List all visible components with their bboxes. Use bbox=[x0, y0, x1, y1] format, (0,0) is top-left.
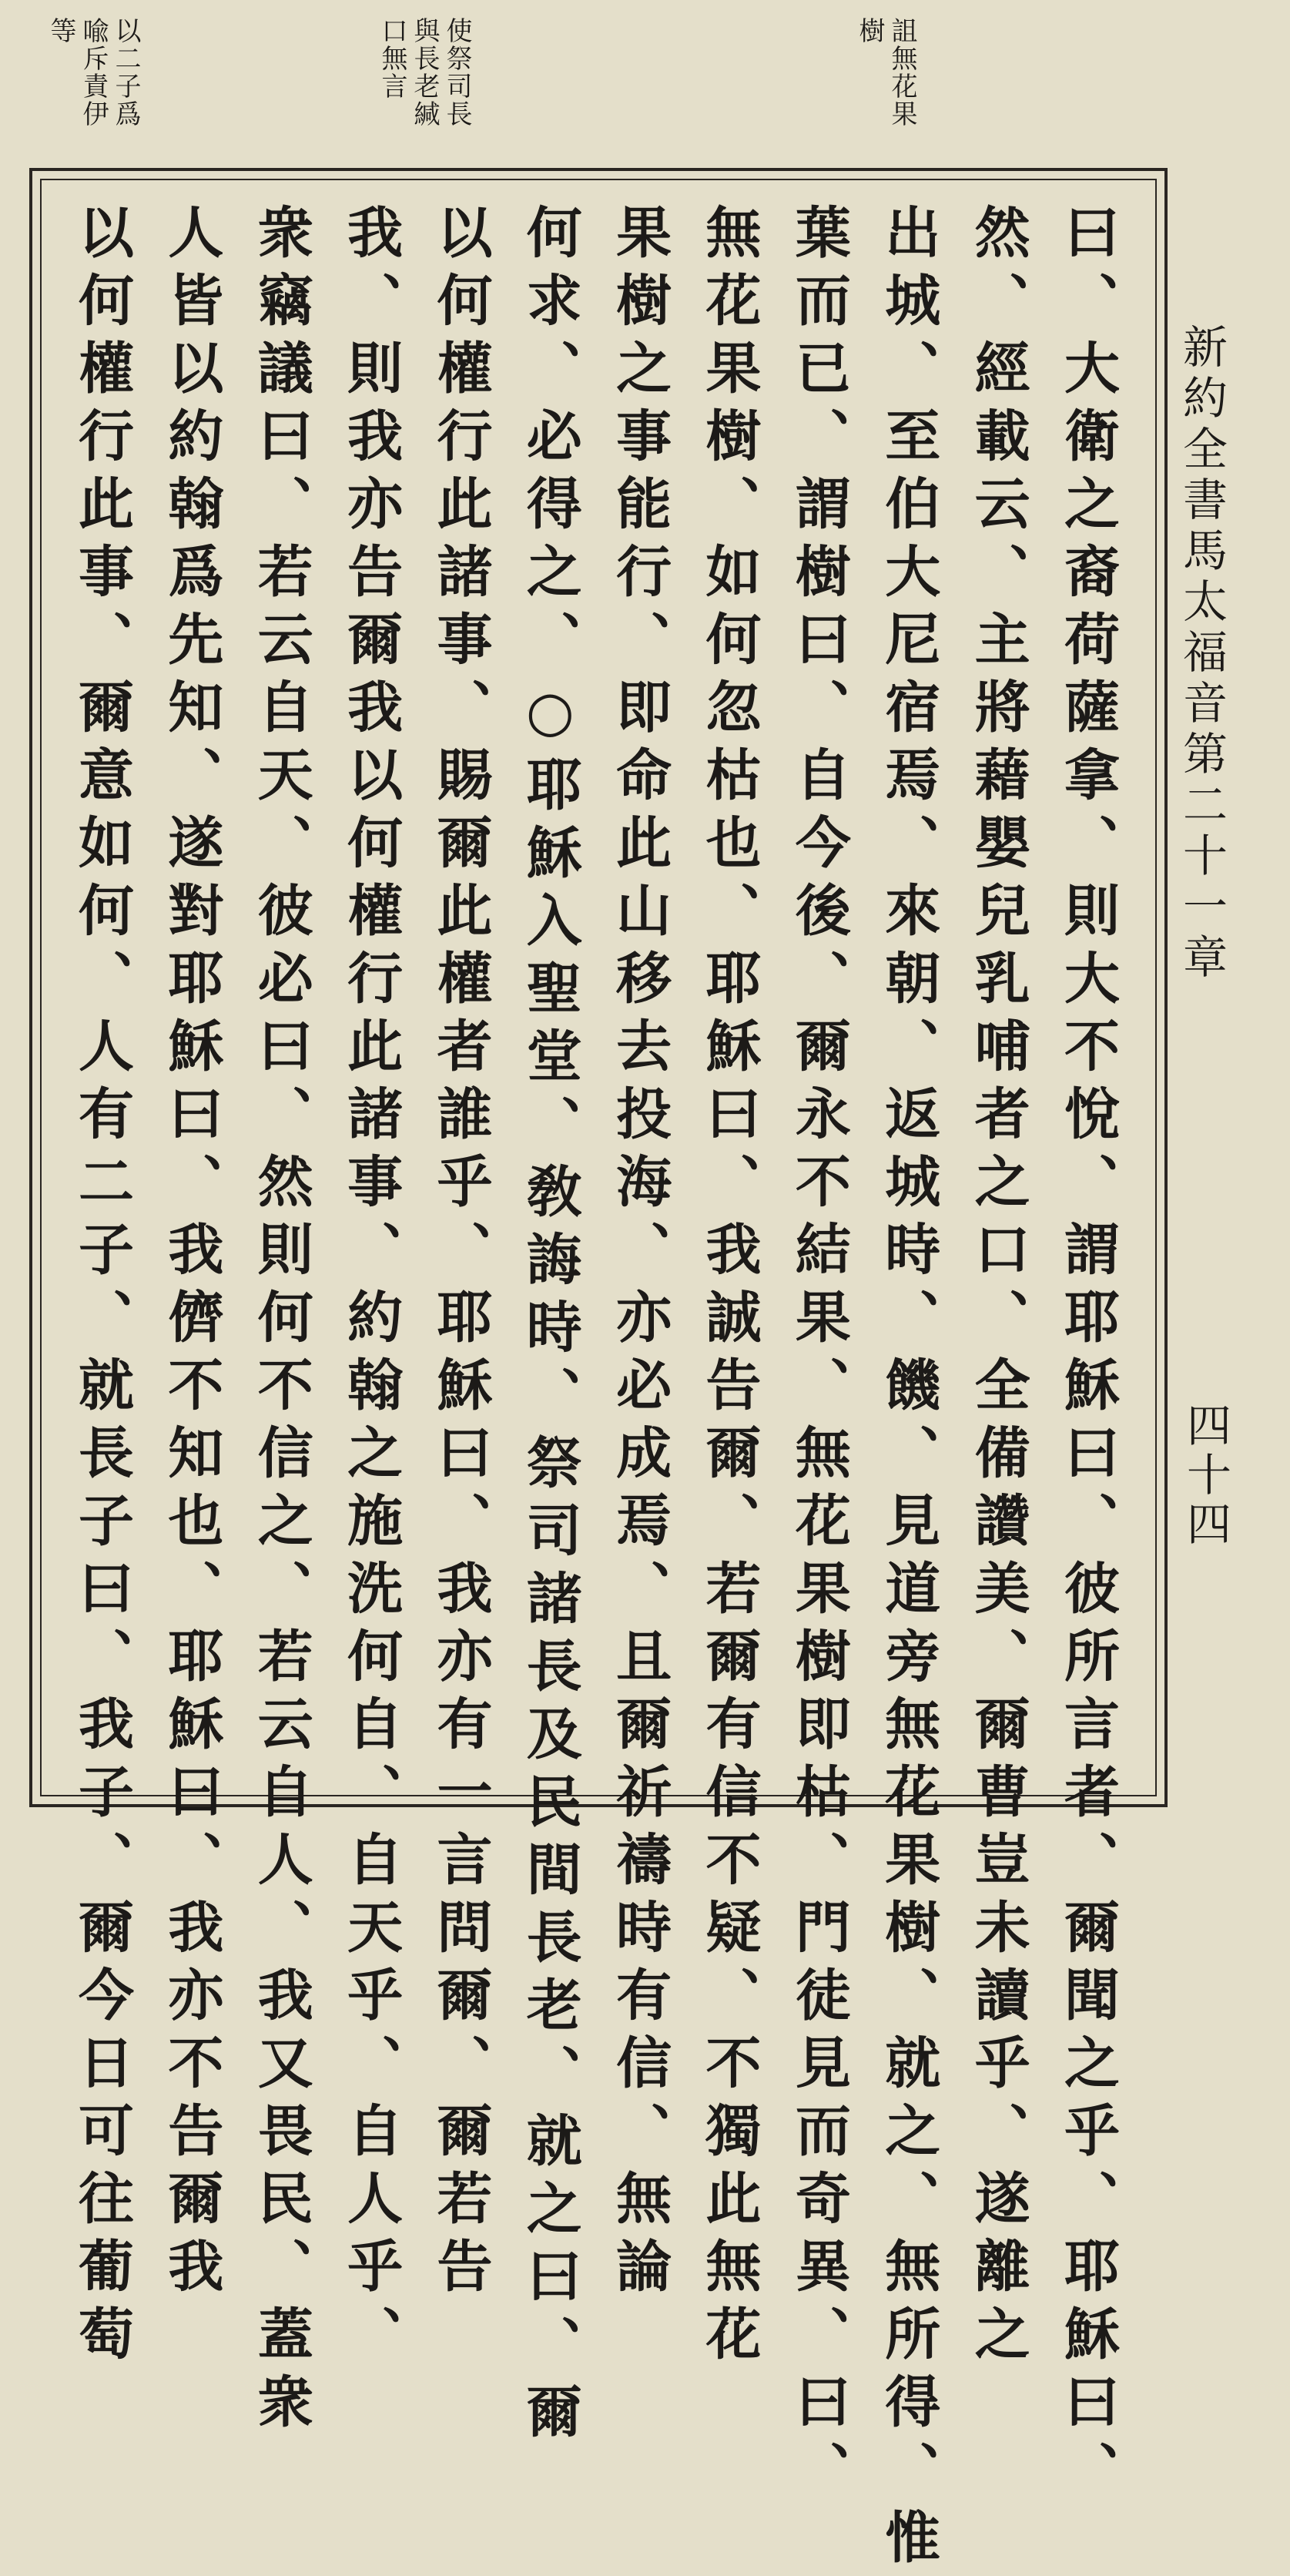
book-title: 新約全書 bbox=[1175, 324, 1228, 527]
text-column: 曰、大衛之裔荷薩拿、則大不悅、謂耶穌曰、彼所言者、爾聞之乎、耶穌曰、 bbox=[1054, 203, 1121, 2508]
text-column: 衆竊議曰、若云自天、彼必曰、然則何不信之、若云自人、我又畏民、蓋衆 bbox=[248, 203, 314, 2440]
note-line: 等 bbox=[45, 17, 76, 45]
text-column: 以何權行此諸事、賜爾此權者誰乎、耶穌曰、我亦有一言問爾、爾若告 bbox=[427, 203, 494, 2305]
note-line: 口無言 bbox=[377, 17, 407, 100]
text-column: 出城、至伯大尼宿焉、來朝、返城時、饑、見道旁無花果樹、就之、無所得、惟 bbox=[876, 203, 942, 2576]
text-column: 以何權行此事、爾意如何、人有二子、就長子曰、我子、爾今日可往葡萄 bbox=[69, 203, 135, 2373]
note-line: 使祭司長 bbox=[441, 17, 472, 128]
scripture-body bbox=[65, 203, 1124, 2576]
text-column: 無花果樹、如何忽枯也、耶穌曰、我誠告爾、若爾有信不疑、不獨此無花 bbox=[696, 203, 762, 2373]
marginal-note-fig-tree bbox=[855, 17, 916, 163]
note-line: 與長老緘 bbox=[409, 17, 440, 128]
text-column: 葉而已、謂樹曰、自今後、爾永不結果、無花果樹即枯、門徒見而奇異、曰、 bbox=[786, 203, 852, 2508]
text-column: 何求、必得之、○耶穌入聖堂、敎誨時、祭司諸長及民間長老、就之曰、爾 bbox=[517, 203, 583, 2450]
page-number: 四十四 bbox=[1179, 1402, 1231, 1550]
text-frame-inner bbox=[40, 179, 1157, 2576]
note-line: 喩斥責伊 bbox=[78, 17, 109, 128]
note-line: 以二子爲 bbox=[110, 17, 141, 128]
text-column: 果樹之事能行、即命此山移去投海、亦必成焉、且爾祈禱時有信、無論 bbox=[607, 203, 673, 2305]
text-column: 然、經載云、主將藉嬰兒乳哺者之口、全備讚美、爾曹豈未讀乎、遂離之 bbox=[965, 203, 1031, 2373]
chapter-label: 第二十一章 bbox=[1175, 730, 1228, 984]
gospel-name: 馬太福音 bbox=[1175, 527, 1228, 730]
text-column: 我、則我亦告爾我以何權行此諸事、約翰之施洗何自、自天乎、自人乎、 bbox=[338, 203, 404, 2373]
running-header bbox=[1174, 324, 1228, 984]
note-line: 樹 bbox=[854, 17, 885, 45]
marginal-note-two-sons bbox=[46, 17, 140, 163]
marginal-note-priests bbox=[377, 17, 471, 163]
text-frame bbox=[29, 168, 1168, 2576]
note-line: 詛無花果 bbox=[886, 17, 917, 128]
text-column: 人皆以約翰爲先知、遂對耶穌曰、我儕不知也、耶穌曰、我亦不告爾我 bbox=[159, 203, 225, 2305]
